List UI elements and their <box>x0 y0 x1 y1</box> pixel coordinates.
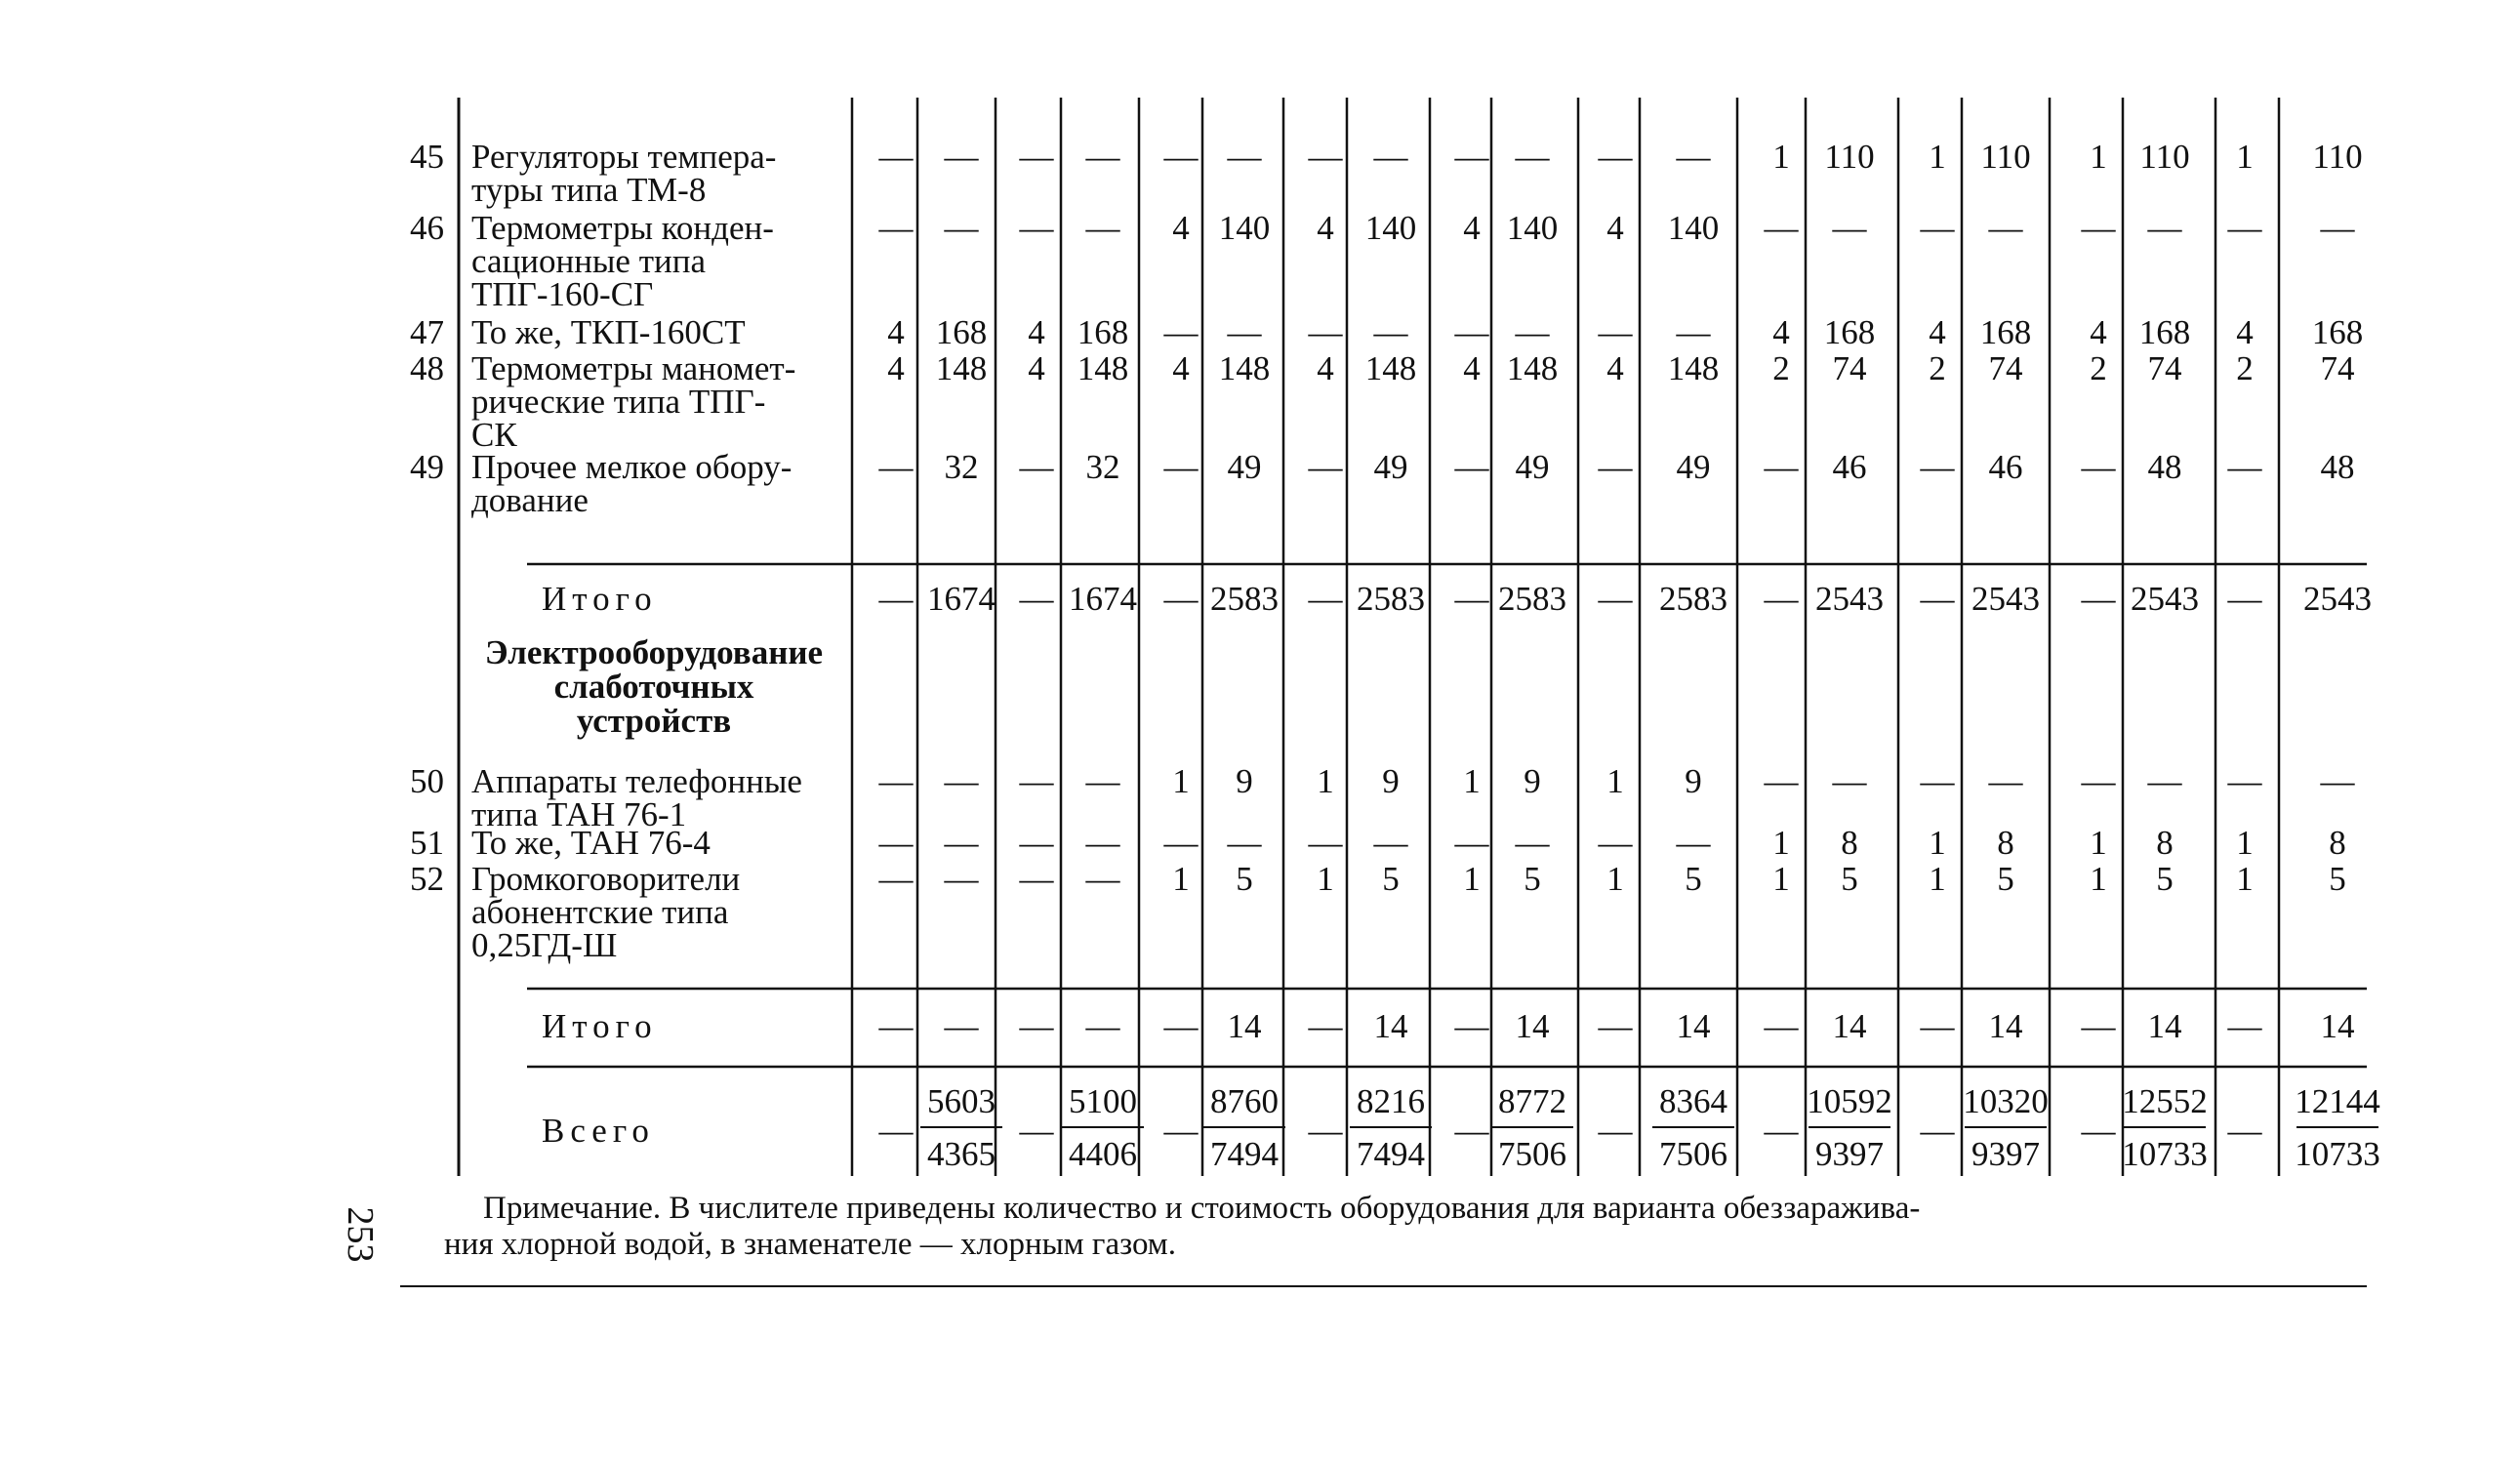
row-label: Термометры маномет- <box>471 349 796 387</box>
row-cell: — <box>1019 209 1054 247</box>
row-cell: — <box>2081 448 2116 486</box>
row-cell: 4 <box>1463 349 1481 387</box>
row-cell: 8 <box>1997 824 2014 862</box>
row-cell: 4 <box>887 349 905 387</box>
row-cell: — <box>1676 138 1711 176</box>
row-label: дование <box>471 481 589 519</box>
row-label: Аппараты телефонные <box>471 762 802 800</box>
row-cell: — <box>1085 138 1120 176</box>
row-cell: 140 <box>1667 209 1720 247</box>
row-label: Громкоговорители <box>471 860 741 898</box>
note-line: Примечание. В числителе приведены количество и стоимость оборудования для варианта обеззаражива- <box>483 1191 1921 1226</box>
subtotal-cell: — <box>1163 580 1199 618</box>
row-cell: 46 <box>1832 448 1867 486</box>
row-cell: — <box>1598 824 1633 862</box>
row-cell: 1 <box>1463 762 1481 800</box>
row-cell: — <box>944 860 979 898</box>
subtotal-cell: — <box>1308 580 1343 618</box>
total-dash: — <box>1019 1112 1054 1150</box>
row-cell: — <box>1988 209 2023 247</box>
row-cell: — <box>2081 209 2116 247</box>
row-cell: 8 <box>2156 824 2174 862</box>
row-cell: 5 <box>2156 860 2174 898</box>
subtotal-cell: — <box>878 1007 914 1045</box>
row-cell: — <box>1085 762 1120 800</box>
row-cell: — <box>1019 448 1054 486</box>
row-number: 51 <box>410 824 444 862</box>
subtotal-cell: 14 <box>1227 1007 1262 1045</box>
subtotal-cell: — <box>1308 1007 1343 1045</box>
total-denominator: 7494 <box>1210 1135 1279 1173</box>
total-dash: — <box>1454 1112 1489 1150</box>
row-cell: — <box>1019 824 1054 862</box>
row-cell: 4 <box>2236 313 2254 351</box>
row-cell: 4 <box>1463 209 1481 247</box>
total-denominator: 10733 <box>2122 1135 2208 1173</box>
row-number: 52 <box>410 860 444 898</box>
row-cell: 9 <box>1382 762 1400 800</box>
row-cell: 2 <box>1772 349 1790 387</box>
total-denominator: 10733 <box>2295 1135 2380 1173</box>
subtotal-cell: 2583 <box>1210 580 1279 618</box>
row-cell: — <box>2320 209 2355 247</box>
row-cell: 1 <box>1317 762 1334 800</box>
subtotal-cell: — <box>1920 580 1955 618</box>
row-label: рические типа ТПГ- <box>471 383 766 421</box>
subtotal-cell: — <box>944 1007 979 1045</box>
row-label: То же, ТАН 76-4 <box>471 824 711 862</box>
row-cell: 74 <box>1988 349 2023 387</box>
row-cell: 1 <box>2090 824 2107 862</box>
row-cell: — <box>2147 209 2182 247</box>
row-cell: — <box>1598 138 1633 176</box>
row-cell: — <box>944 824 979 862</box>
subtotal-cell: — <box>1019 580 1054 618</box>
subtotal-cell: 2543 <box>2303 580 2372 618</box>
row-cell: 4 <box>1172 209 1190 247</box>
row-label: ТПГ-160-СГ <box>471 275 654 313</box>
row-cell: 74 <box>2320 349 2355 387</box>
total-numerator: 5100 <box>1069 1082 1137 1120</box>
row-number: 50 <box>410 762 444 800</box>
row-cell: — <box>1676 824 1711 862</box>
row-cell: 5 <box>1685 860 1702 898</box>
row-cell: — <box>2320 762 2355 800</box>
subtotal-cell: — <box>1019 1007 1054 1045</box>
subtotal-cell: — <box>1598 1007 1633 1045</box>
row-cell: — <box>1227 313 1262 351</box>
row-cell: — <box>1373 138 1408 176</box>
row-cell: 9 <box>1524 762 1541 800</box>
row-cell: 4 <box>1172 349 1190 387</box>
row-cell: 74 <box>1832 349 1867 387</box>
row-cell: 8 <box>1841 824 1858 862</box>
row-cell: — <box>1764 448 1799 486</box>
row-cell: 1 <box>2236 138 2254 176</box>
row-cell: 148 <box>1218 349 1271 387</box>
row-cell: 4 <box>1317 349 1334 387</box>
total-dash: — <box>1764 1112 1799 1150</box>
row-cell: — <box>1373 313 1408 351</box>
row-cell: 2 <box>1929 349 1946 387</box>
row-cell: — <box>1764 209 1799 247</box>
subtotal-cell: 14 <box>1988 1007 2023 1045</box>
row-cell: 140 <box>1506 209 1559 247</box>
row-cell: 1 <box>2236 824 2254 862</box>
row-cell: 49 <box>1515 448 1550 486</box>
total-dash: — <box>2081 1112 2116 1150</box>
row-cell: 46 <box>1988 448 2023 486</box>
row-cell: — <box>1163 824 1199 862</box>
row-cell: 1 <box>1929 860 1946 898</box>
row-cell: — <box>1308 824 1343 862</box>
subtotal-cell: — <box>1764 580 1799 618</box>
row-cell: 4 <box>1606 349 1624 387</box>
row-cell: — <box>944 138 979 176</box>
row-label: Прочее мелкое обору- <box>471 448 793 486</box>
row-label: 0,25ГД-Ш <box>471 926 618 964</box>
row-cell: — <box>878 824 914 862</box>
row-cell: 1 <box>1606 860 1624 898</box>
row-label: Регуляторы темпера- <box>471 138 777 176</box>
row-cell: — <box>1515 824 1550 862</box>
total-dash: — <box>2227 1112 2262 1150</box>
note-line: ния хлорной водой, в знаменателе — хлорным газом. <box>444 1227 1176 1262</box>
total-dash: — <box>1598 1112 1633 1150</box>
section-title: устройств <box>576 702 732 740</box>
row-cell: 48 <box>2320 448 2355 486</box>
row-number: 45 <box>410 138 444 176</box>
row-cell: 1 <box>1463 860 1481 898</box>
row-cell: — <box>2227 762 2262 800</box>
row-cell: 1 <box>2090 138 2107 176</box>
subtotal-cell: 14 <box>1373 1007 1408 1045</box>
row-cell: — <box>1676 313 1711 351</box>
row-cell: — <box>1085 824 1120 862</box>
row-cell: 1 <box>2236 860 2254 898</box>
total-denominator: 4406 <box>1069 1135 1137 1173</box>
subtotal-cell: — <box>1085 1007 1120 1045</box>
row-number: 48 <box>410 349 444 387</box>
row-cell: 4 <box>887 313 905 351</box>
row-cell: 2 <box>2090 349 2107 387</box>
row-cell: 110 <box>1824 138 1875 176</box>
row-cell: 4 <box>1772 313 1790 351</box>
row-label: сационные типа <box>471 242 707 280</box>
total-numerator: 12144 <box>2295 1082 2380 1120</box>
row-cell: — <box>1454 138 1489 176</box>
total-denominator: 7506 <box>1498 1135 1566 1173</box>
row-cell: — <box>2227 209 2262 247</box>
row-cell: 8 <box>2329 824 2346 862</box>
total-label: Всего <box>542 1112 655 1150</box>
row-cell: 1 <box>1929 138 1946 176</box>
row-cell: 168 <box>1979 313 2032 351</box>
row-cell: 5 <box>1841 860 1858 898</box>
row-cell: 168 <box>2138 313 2191 351</box>
row-cell: 5 <box>1524 860 1541 898</box>
row-cell: — <box>1515 313 1550 351</box>
row-cell: 1 <box>1172 762 1190 800</box>
row-cell: — <box>1920 762 1955 800</box>
row-cell: — <box>1227 824 1262 862</box>
row-number: 47 <box>410 313 444 351</box>
subtotal-cell: — <box>1163 1007 1199 1045</box>
row-cell: — <box>1019 762 1054 800</box>
row-cell: — <box>1085 860 1120 898</box>
subtotal-cell: 2543 <box>1815 580 1884 618</box>
subtotal-cell: — <box>878 580 914 618</box>
total-denominator: 4365 <box>927 1135 996 1173</box>
row-cell: — <box>1454 313 1489 351</box>
total-dash: — <box>1163 1112 1199 1150</box>
row-cell: 5 <box>1236 860 1253 898</box>
row-cell: 148 <box>1506 349 1559 387</box>
row-cell: — <box>1515 138 1550 176</box>
subtotal-cell: 14 <box>2320 1007 2355 1045</box>
row-cell: 5 <box>1382 860 1400 898</box>
row-cell: — <box>944 762 979 800</box>
row-cell: 49 <box>1373 448 1408 486</box>
row-cell: 49 <box>1676 448 1711 486</box>
row-cell: — <box>1163 138 1199 176</box>
total-denominator: 7494 <box>1357 1135 1425 1173</box>
section-title: Электрооборудование <box>484 633 824 671</box>
row-cell: — <box>1598 448 1633 486</box>
row-cell: — <box>878 448 914 486</box>
row-cell: — <box>1920 209 1955 247</box>
subtotal-cell: 2543 <box>2131 580 2199 618</box>
subtotal-cell: 14 <box>1515 1007 1550 1045</box>
row-cell: — <box>1163 313 1199 351</box>
row-cell: 168 <box>1077 313 1129 351</box>
subtotal-cell: — <box>1920 1007 1955 1045</box>
row-cell: 110 <box>1980 138 2031 176</box>
subtotal-cell: — <box>2227 1007 2262 1045</box>
row-cell: 4 <box>1028 313 1045 351</box>
subtotal-cell: — <box>1454 580 1489 618</box>
row-cell: — <box>1764 762 1799 800</box>
row-cell: 148 <box>1077 349 1129 387</box>
row-cell: 148 <box>935 349 988 387</box>
total-numerator: 8364 <box>1659 1082 1727 1120</box>
row-label: туры типа ТМ-8 <box>471 171 707 209</box>
total-dash: — <box>1920 1112 1955 1150</box>
subtotal-label: Итого <box>542 1007 658 1045</box>
subtotal-cell: — <box>1454 1007 1489 1045</box>
row-cell: 168 <box>935 313 988 351</box>
row-cell: 4 <box>1929 313 1946 351</box>
row-cell: 148 <box>1364 349 1417 387</box>
row-cell: — <box>1598 313 1633 351</box>
row-cell: — <box>2227 448 2262 486</box>
total-numerator: 12552 <box>2122 1082 2208 1120</box>
total-denominator: 7506 <box>1659 1135 1727 1173</box>
row-cell: 49 <box>1227 448 1262 486</box>
row-cell: 1 <box>1172 860 1190 898</box>
row-cell: — <box>2147 762 2182 800</box>
subtotal-cell: — <box>1598 580 1633 618</box>
row-label: Термометры конден- <box>471 209 774 247</box>
row-cell: 1 <box>1772 138 1790 176</box>
row-cell: 4 <box>1317 209 1334 247</box>
row-cell: 140 <box>1364 209 1417 247</box>
page-number: 253 <box>340 1206 381 1263</box>
row-cell: 1 <box>1772 824 1790 862</box>
row-cell: 1 <box>2090 860 2107 898</box>
row-cell: — <box>1019 138 1054 176</box>
row-cell: — <box>1308 138 1343 176</box>
row-cell: 2 <box>2236 349 2254 387</box>
row-cell: 4 <box>2090 313 2107 351</box>
row-cell: 48 <box>2147 448 2182 486</box>
total-numerator: 10592 <box>1807 1082 1892 1120</box>
row-cell: — <box>1085 209 1120 247</box>
subtotal-cell: — <box>1764 1007 1799 1045</box>
row-label: То же, ТКП-160СТ <box>471 313 746 351</box>
row-cell: — <box>878 209 914 247</box>
row-cell: 1 <box>1929 824 1946 862</box>
row-cell: 1 <box>1317 860 1334 898</box>
row-cell: — <box>944 209 979 247</box>
row-label: СК <box>471 416 517 454</box>
row-cell: 168 <box>2311 313 2364 351</box>
row-cell: — <box>1019 860 1054 898</box>
row-cell: — <box>1454 824 1489 862</box>
row-cell: — <box>1227 138 1262 176</box>
subtotal-cell: 2543 <box>1971 580 2040 618</box>
subtotal-cell: 2583 <box>1498 580 1566 618</box>
row-cell: — <box>1454 448 1489 486</box>
row-cell: 1 <box>1772 860 1790 898</box>
subtotal-cell: 1674 <box>927 580 996 618</box>
row-label: типа ТАН 76-1 <box>471 795 687 833</box>
row-number: 49 <box>410 448 444 486</box>
subtotal-cell: 14 <box>2147 1007 2182 1045</box>
subtotal-label: Итого <box>542 580 658 618</box>
subtotal-cell: — <box>2081 580 2116 618</box>
row-cell: — <box>878 762 914 800</box>
row-cell: — <box>1832 762 1867 800</box>
row-cell: — <box>1163 448 1199 486</box>
total-numerator: 8216 <box>1357 1082 1425 1120</box>
row-cell: — <box>1308 313 1343 351</box>
row-cell: 5 <box>1997 860 2014 898</box>
row-cell: 140 <box>1218 209 1271 247</box>
row-cell: 168 <box>1823 313 1876 351</box>
row-cell: — <box>1832 209 1867 247</box>
row-cell: — <box>1308 448 1343 486</box>
row-cell: 4 <box>1606 209 1624 247</box>
row-cell: 110 <box>2312 138 2363 176</box>
subtotal-cell: 14 <box>1832 1007 1867 1045</box>
row-label: абонентские типа <box>471 893 729 931</box>
subtotal-cell: 14 <box>1676 1007 1711 1045</box>
row-cell: — <box>1988 762 2023 800</box>
row-cell: 32 <box>1085 448 1120 486</box>
row-cell: 110 <box>2139 138 2190 176</box>
total-denominator: 9397 <box>1971 1135 2040 1173</box>
section-title: слаботочных <box>553 668 754 706</box>
subtotal-cell: — <box>2227 580 2262 618</box>
total-dash: — <box>878 1112 914 1150</box>
total-numerator: 10320 <box>1963 1082 2049 1120</box>
row-cell: — <box>878 860 914 898</box>
row-cell: 9 <box>1236 762 1253 800</box>
subtotal-cell: — <box>2081 1007 2116 1045</box>
row-cell: 148 <box>1667 349 1720 387</box>
row-cell: — <box>1920 448 1955 486</box>
total-numerator: 8760 <box>1210 1082 1279 1120</box>
total-numerator: 5603 <box>927 1082 996 1120</box>
row-cell: 5 <box>2329 860 2346 898</box>
row-cell: 9 <box>1685 762 1702 800</box>
total-numerator: 8772 <box>1498 1082 1566 1120</box>
row-cell: — <box>1373 824 1408 862</box>
row-cell: 32 <box>944 448 979 486</box>
row-cell: — <box>2081 762 2116 800</box>
subtotal-cell: 1674 <box>1069 580 1137 618</box>
row-cell: — <box>878 138 914 176</box>
total-dash: — <box>1308 1112 1343 1150</box>
subtotal-cell: 2583 <box>1357 580 1425 618</box>
row-cell: 4 <box>1028 349 1045 387</box>
subtotal-cell: 2583 <box>1659 580 1727 618</box>
row-cell: 1 <box>1606 762 1624 800</box>
row-cell: 74 <box>2147 349 2182 387</box>
row-number: 46 <box>410 209 444 247</box>
total-denominator: 9397 <box>1815 1135 1884 1173</box>
